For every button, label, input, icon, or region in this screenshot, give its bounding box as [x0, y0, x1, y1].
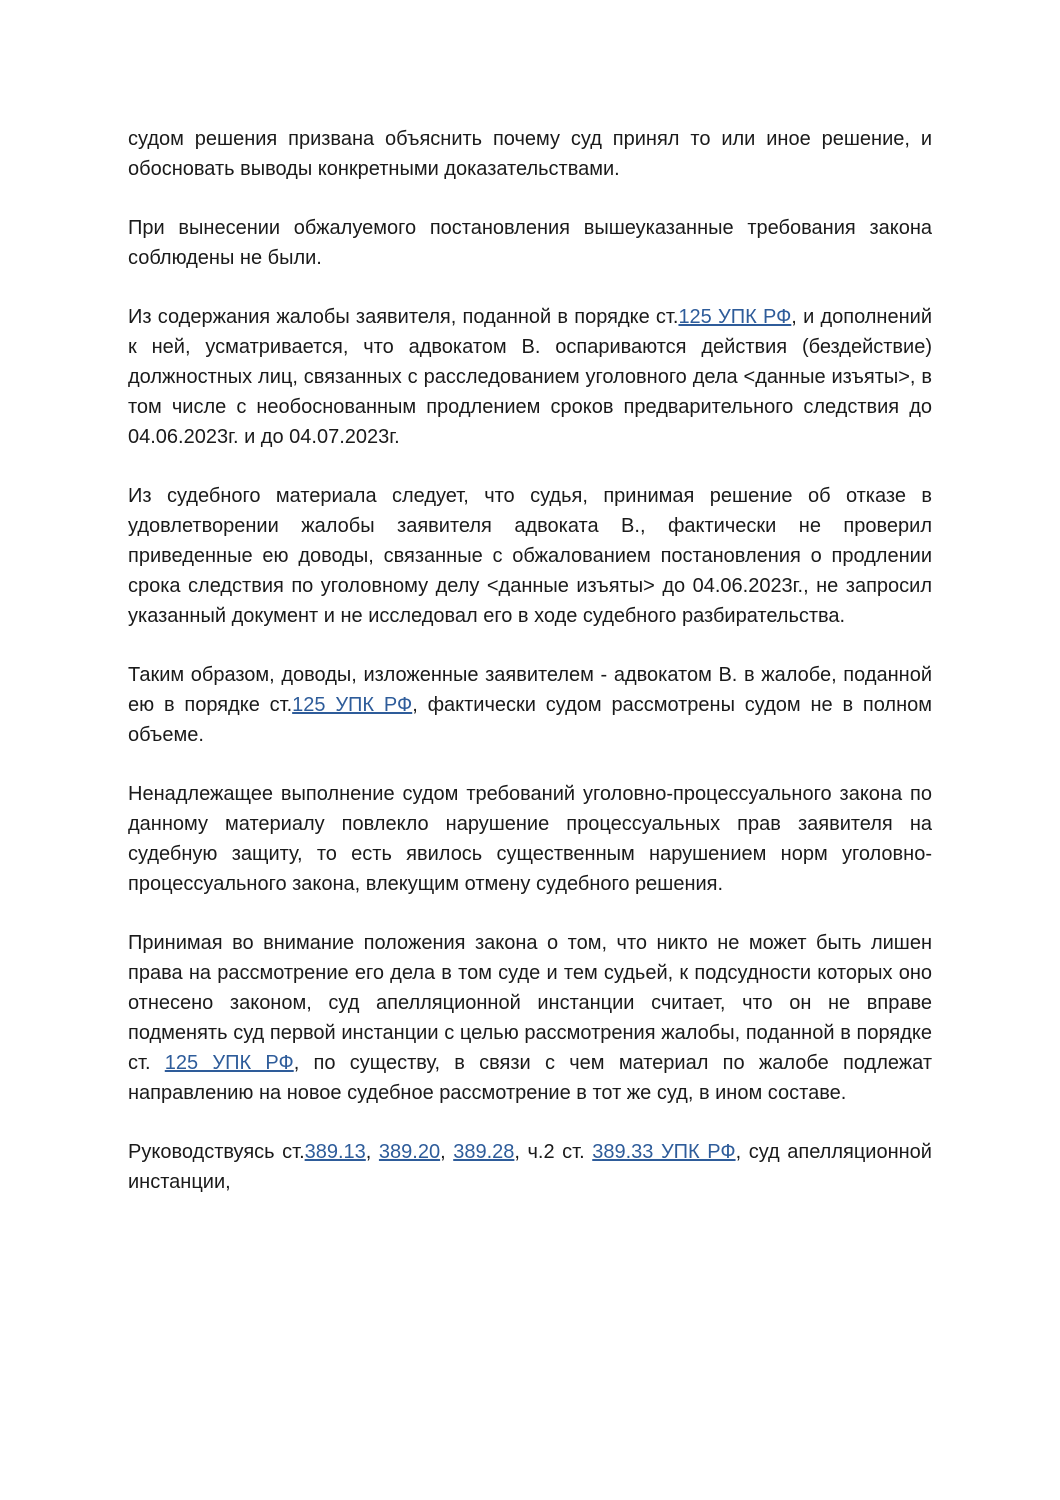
paragraph-text: Таким образом, доводы, изложенные заявителем - адвокатом В. в жалобе, поданной ею в порядке ст.: [128, 664, 932, 716]
paragraph: [128, 213, 932, 273]
paragraph-text: ,: [365, 1141, 379, 1163]
paragraph-text: Из судебного материала следует, что судья, принимая решение об отказе в удовлетворении жалобы заявителя адвоката В., фактически не проверил приведенные ею доводы, связанные с обжалованием постановления о продлении срока следствия по уголовному делу <данные изъяты> до 04.06.2023г., не запросил указанный документ и не исследовал его в ходе судебного разбирательства.: [128, 485, 932, 627]
paragraph: [128, 481, 932, 631]
law-link-389-28[interactable]: 389.28: [453, 1141, 515, 1163]
paragraph: [128, 1137, 932, 1197]
paragraph-text: Руководствуясь ст.: [128, 1141, 305, 1163]
paragraph-text: , и дополнений к ней, усматривается, что адвокатом В. оспариваются действия (бездействие) должностных лиц, связанных с расследованием уголовного дела <данные изъяты>, в том числе с необоснованным продлением сроков предварительного следствия до 04.06.2023г. и до 04.07.2023г.: [128, 306, 932, 448]
paragraph-text: , по существу, в связи с чем материал по жалобе подлежат направлению на новое судебное рассмотрение в тот же суд, в ином составе.: [128, 1052, 932, 1104]
paragraph-text: Принимая во внимание положения закона о том, что никто не может быть лишен права на рассмотрение его дела в том суде и тем судьей, к подсудности которых оно отнесено законом, суд апелляционной инстанции считает, что он не вправе подменять суд первой инстанции с целью рассмотрения жалобы, поданной в порядке ст.: [128, 932, 932, 1074]
paragraph-text: При вынесении обжалуемого постановления вышеуказанные требования закона соблюдены не были.: [128, 217, 932, 269]
paragraph: [128, 928, 932, 1108]
paragraph-text: , ч.2 ст.: [514, 1141, 593, 1163]
paragraph: [128, 124, 932, 184]
law-link-389-33-upk[interactable]: 389.33 УПК РФ: [592, 1141, 736, 1163]
law-link-125-upk[interactable]: 125 УПК РФ: [164, 1052, 294, 1074]
paragraph-text: ,: [440, 1141, 454, 1163]
paragraph-text: Ненадлежащее выполнение судом требований уголовно-процессуального закона по данному материалу повлекло нарушение процессуальных прав заявителя на судебную защиту, то есть явилось существенным нарушением норм уголовно-процессуального закона, влекущим отмену судебного решения.: [128, 783, 932, 895]
paragraph-text: , суд апелляционной инстанции,: [128, 1141, 932, 1193]
law-link-389-20[interactable]: 389.20: [378, 1141, 441, 1163]
law-link-125-upk[interactable]: 125 УПК РФ: [678, 306, 792, 328]
paragraph: [128, 779, 932, 899]
paragraph-text: Из содержания жалобы заявителя, поданной в порядке ст.: [128, 306, 679, 328]
paragraph: [128, 660, 932, 750]
paragraph: [128, 302, 932, 452]
law-link-389-13[interactable]: 389.13: [304, 1141, 366, 1163]
law-link-125-upk[interactable]: 125 УПК РФ: [292, 694, 413, 716]
document-page: [128, 124, 932, 1226]
paragraph-text: судом решения призвана объяснить почему суд принял то или иное решение, и обосновать выводы конкретными доказательствами.: [128, 128, 932, 180]
paragraph-text: , фактически судом рассмотрены судом не в полном объеме.: [128, 694, 932, 746]
